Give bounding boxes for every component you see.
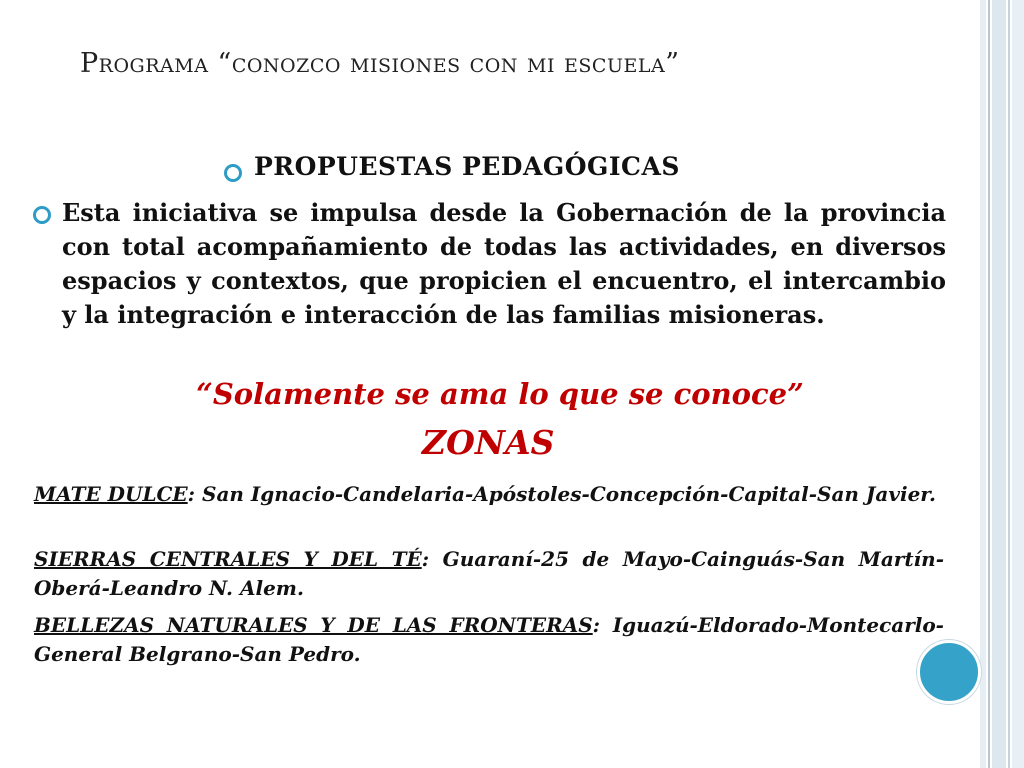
quote-text: “Solamente se ama lo que se conoce” bbox=[196, 377, 804, 411]
zone-places: : San Ignacio-Candelaria-Apóstoles-Concepción-Capital-San Javier. bbox=[187, 482, 936, 506]
bullet-icon bbox=[33, 206, 51, 224]
zone-name: BELLEZAS NATURALES Y DE LAS FRONTERAS bbox=[34, 613, 593, 637]
zone-places: : Guaraní-25 de Mayo-Cainguás-San Martín-Oberá-Leandro N. Alem. bbox=[34, 547, 944, 600]
zone-item bbox=[34, 545, 944, 603]
zones-title: ZONAS bbox=[422, 423, 555, 462]
bullet-icon bbox=[224, 164, 242, 182]
zone-name: SIERRAS CENTRALES Y DEL TÉ bbox=[34, 547, 422, 571]
stripe bbox=[1012, 0, 1024, 768]
zone-item bbox=[34, 480, 944, 509]
zone-item bbox=[34, 611, 944, 669]
body-paragraph: Esta iniciativa se impulsa desde la Gobernación de la provincia con total acompañamiento de todas las actividades, en diversos espacios y contextos, que propicien el encuentro, el intercambio y la integración e interacción de las familias misioneras. bbox=[62, 198, 946, 329]
stripe bbox=[1008, 0, 1010, 768]
slide-title: Programa “conozco misiones con mi escuela” bbox=[80, 48, 680, 79]
zone-places: : Iguazú-Eldorado-Montecarlo-General Belgrano-San Pedro. bbox=[34, 613, 944, 666]
section-heading: PROPUESTAS PEDAGÓGICAS bbox=[254, 152, 680, 181]
zone-name: MATE DULCE bbox=[34, 482, 188, 506]
